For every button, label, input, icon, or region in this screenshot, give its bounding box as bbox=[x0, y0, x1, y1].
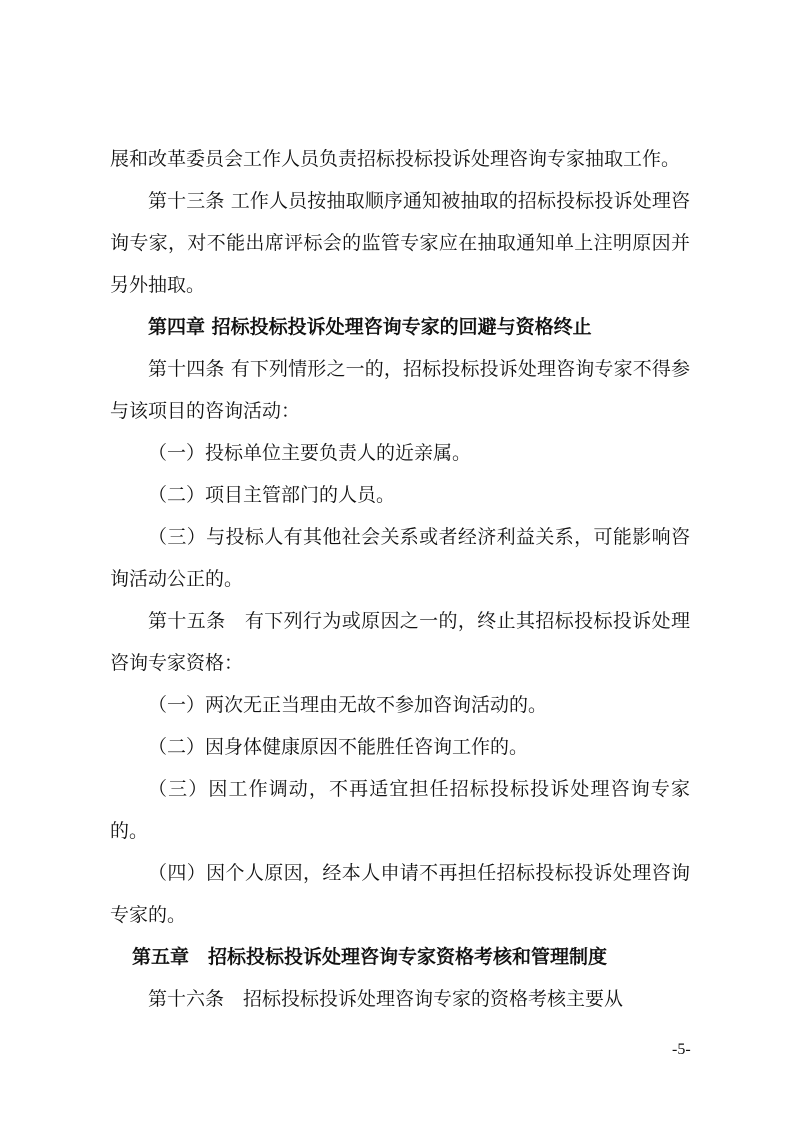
list-item-14-1: （一）投标单位主要负责人的近亲属。 bbox=[148, 442, 472, 464]
list-item-14-2: （二）项目主管部门的人员。 bbox=[148, 484, 396, 506]
list-item-15-3: （三）因工作调动，不再适宜担任招标投标投诉处理咨询专家的。 bbox=[110, 778, 690, 842]
list-item-14-3: （三）与投标人有其他社会关系或者经济利益关系，可能影响咨询活动公正的。 bbox=[110, 526, 690, 590]
list-item-15-4: （四）因个人原因，经本人申请不再担任招标投标投诉处理咨询专家的。 bbox=[110, 862, 690, 926]
list-item-15-1: （一）两次无正当理由无故不参加咨询活动的。 bbox=[148, 694, 548, 716]
document-body bbox=[110, 138, 690, 1020]
paragraph-article-13: 第十三条 工作人员按抽取顺序通知被抽取的招标投标投诉处理咨询专家，对不能出席评标会的监管专家应在抽取通知单上注明原因并另外抽取。 bbox=[110, 190, 690, 296]
chapter-4-heading: 第四章 招标投标投诉处理咨询专家的回避与资格终止 bbox=[148, 316, 592, 338]
paragraph-article-15: 第十五条 有下列行为或原因之一的，终止其招标投标投诉处理咨询专家资格： bbox=[110, 610, 690, 674]
paragraph-article-14: 第十四条 有下列情形之一的，招标投标投诉处理咨询专家不得参与该项目的咨询活动： bbox=[110, 358, 690, 422]
list-item-15-2: （二）因身体健康原因不能胜任咨询工作的。 bbox=[148, 736, 529, 758]
page-number: -5- bbox=[672, 1041, 691, 1058]
chapter-5-heading: 第五章 招标投标投诉处理咨询专家资格考核和管理制度 bbox=[132, 946, 608, 968]
paragraph-continuation: 展和改革委员会工作人员负责招标投标投诉处理咨询专家抽取工作。 bbox=[110, 148, 681, 170]
paragraph-article-16: 第十六条 招标投标投诉处理咨询专家的资格考核主要从 bbox=[148, 988, 624, 1010]
